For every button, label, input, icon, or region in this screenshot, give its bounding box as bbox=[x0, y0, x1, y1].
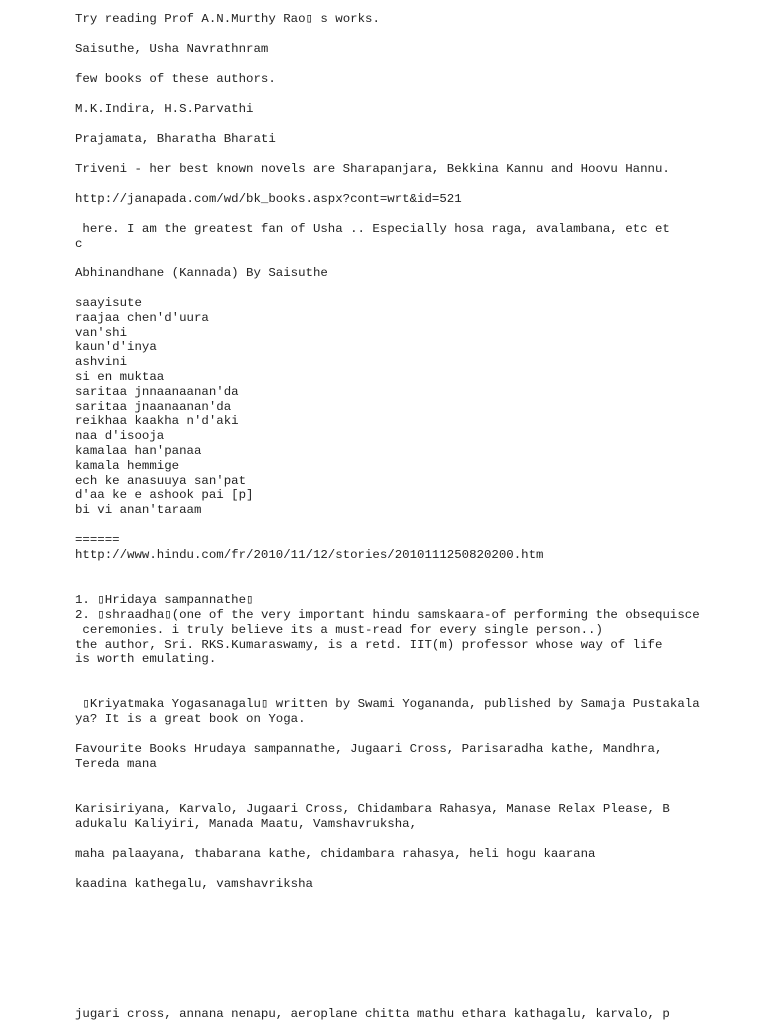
text-line: Abhinandhane (Kannada) By Saisuthe bbox=[75, 266, 328, 280]
text-line: the author, Sri. RKS.Kumaraswamy, is a retd. IIT(m) professor whose way of life bbox=[75, 637, 663, 652]
text-line: Triveni - her best known novels are Sharapanjara, Bekkina Kannu and Hoovu Hannu. bbox=[75, 162, 670, 176]
text-line: ceremonies. i truly believe its a must-read for every single person..) bbox=[75, 622, 603, 637]
text-line: here. I am the greatest fan of Usha .. Especially hosa raga, avalambana, etc et bbox=[75, 222, 670, 236]
text-line: Saisuthe, Usha Navrathnram bbox=[75, 42, 269, 56]
list-item: kamalaa han'panaa bbox=[75, 444, 202, 458]
numbered-item: 2. ▯shraadha▯(one of the very important hindu samskaara-of performing the obsequisce bbox=[75, 608, 700, 622]
list-item: bi vi anan'taraam bbox=[75, 503, 202, 518]
text-line: Try reading Prof A.N.Murthy Rao▯ s works. bbox=[75, 12, 380, 26]
link-text: http://janapada.com/wd/bk_books.aspx?cont=wrt&id=521 bbox=[75, 192, 462, 206]
text-line: Prajamata, Bharatha Bharati bbox=[75, 132, 276, 146]
list-item: ech ke anasuuya san'pat bbox=[75, 473, 247, 488]
text-line: Tereda mana bbox=[75, 757, 157, 771]
text-line: maha palaayana, thabarana kathe, chidambara rahasya, heli hogu kaarana bbox=[75, 847, 596, 861]
text-line: M.K.Indira, H.S.Parvathi bbox=[75, 102, 254, 116]
list-item: d'aa ke e ashook pai [p] bbox=[75, 488, 254, 503]
list-item: van'shi bbox=[75, 325, 128, 340]
list-item: raajaa chen'd'uura bbox=[75, 310, 209, 325]
numbered-item: 1. ▯Hridaya sampannathe▯ bbox=[75, 593, 254, 607]
text-line: Karisiriyana, Karvalo, Jugaari Cross, Chidambara Rahasya, Manase Relax Please, B bbox=[75, 802, 670, 816]
text-line: Favourite Books Hrudaya sampannathe, Jugaari Cross, Parisaradha kathe, Mandhra, bbox=[75, 742, 663, 756]
text-line: few books of these authors. bbox=[75, 72, 276, 86]
list-item: saayisute bbox=[75, 296, 142, 310]
text-line: c bbox=[75, 236, 83, 251]
list-item: reikhaa kaakha n'd'aki bbox=[75, 414, 239, 429]
list-item: saritaa jnaanaanan'da bbox=[75, 399, 232, 414]
list-item: saritaa jnnaanaanan'da bbox=[75, 384, 239, 399]
link-text: http://www.hindu.com/fr/2010/11/12/stories/2010111250820200.htm bbox=[75, 548, 544, 562]
list-item: naa d'isooja bbox=[75, 429, 165, 444]
text-line: adukalu Kaliyiri, Manada Maatu, Vamshavruksha, bbox=[75, 817, 418, 831]
list-item: si en muktaa bbox=[75, 370, 165, 384]
list-item: ashvini bbox=[75, 355, 128, 370]
list-item: kaun'd'inya bbox=[75, 340, 157, 355]
text-line: kaadina kathegalu, vamshavriksha bbox=[75, 877, 313, 891]
list-item: kamala hemmige bbox=[75, 458, 180, 473]
text-line: ya? It is a great book on Yoga. bbox=[75, 712, 306, 726]
separator-text: ====== bbox=[75, 533, 120, 547]
text-line: jugari cross, annana nenapu, aeroplane chitta mathu ethara kathagalu, karvalo, p bbox=[75, 1007, 670, 1021]
text-line: is worth emulating. bbox=[75, 652, 217, 667]
text-line: ▯Kriyatmaka Yogasanagalu▯ written by Swami Yogananda, published by Samaja Pustakala bbox=[75, 697, 700, 711]
